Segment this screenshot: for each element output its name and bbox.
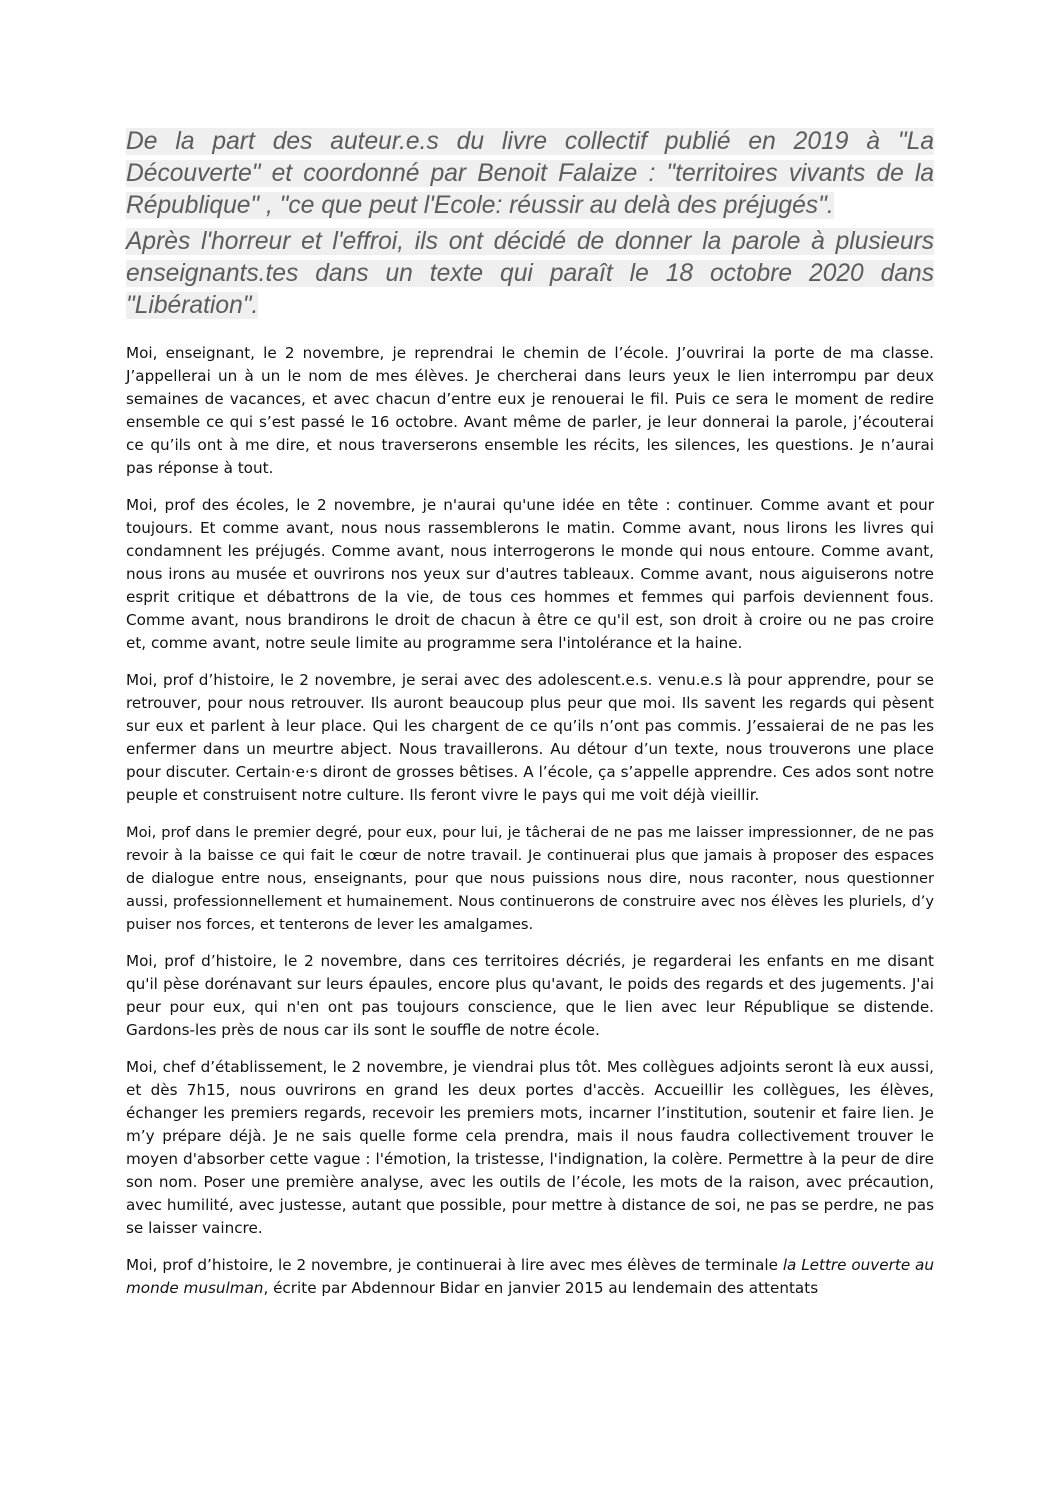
paragraph-prof-histoire-territoires: Moi, prof d’histoire, le 2 novembre, dans ces territoires décriés, je regarderai les enfants en me disant qu'il pèse dorénavant sur leurs épaules, encore plus qu'avant, le poids des regards et des jugements. J'ai peur pour eux, qui n'en ont pas toujours conscience, que le lien avec leur République se distende. Gardons-les près de nous car ils sont le souffle de notre école. — [126, 952, 934, 1039]
paragraph-prof-histoire-lettre — [126, 1254, 934, 1300]
last-paragraph-start: Moi, prof d’histoire, le 2 novembre, je continuerai à lire avec mes élèves de terminale — [126, 1256, 783, 1274]
intro-text-liberation: Après l'horreur et l'effroi, ils ont décidé de donner la parole à plusieurs enseignants.tes dans un texte qui paraît le 18 octobre 2020 dans "Libération". — [126, 228, 934, 319]
intro-paragraph-authors — [126, 126, 934, 222]
paragraph-prof-histoire-adolescents: Moi, prof d’histoire, le 2 novembre, je serai avec des adolescent.e.s. venu.e.s là pour apprendre, pour se retrouver, pour nous retrouver. Ils auront beaucoup plus peur que moi. Ils savent les regards qui pèsent sur eux et parlent à leur place. Qui les chargent de ce qu’ils n’ont pas commis. J’essaierai de ne pas les enfermer dans un meurtre abject. Nous travaillerons. Au détour d’un texte, nous trouverons une place pour discuter. Certain·e·s diront de grosses bêtises. A l’école, ça s’appelle apprendre. Ces ados sont notre peuple et construisent notre culture. Ils feront vivre le pays qui me voit déjà vieillir. — [126, 671, 934, 804]
book-title-italic: la Lettre ouverte au monde musulman — [126, 1256, 934, 1297]
paragraph-enseignant: Moi, enseignant, le 2 novembre, je reprendrai le chemin de l’école. J’ouvrirai la porte de ma classe. J’appellerai un à un le nom de mes élèves. Je chercherai dans leurs yeux le lien interrompu par deux semaines de vacances, et avec chacun d’entre eux je renouerai le fil. Puis ce sera le moment de redire ensemble ce qui s’est passé le 16 octobre. Avant même de parler, je leur donnerai la parole, j’écouterai ce qu’ils ont à me dire, et nous traverserons ensemble les récits, les silences, les questions. Je n’aurai pas réponse à tout. — [126, 344, 934, 477]
intro-text-authors: De la part des auteur.e.s du livre collectif publié en 2019 à "La Découverte" et coordonné par Benoit Falaize : "territoires vivants de la République" , "ce que peut l'Ecole: réussir au delà des préjugés". — [126, 128, 934, 219]
intro-paragraph-liberation — [126, 226, 934, 322]
paragraph-prof-des-ecoles: Moi, prof des écoles, le 2 novembre, je n'aurai qu'une idée en tête : continuer. Comme avant et pour toujours. Et comme avant, nous nous rassemblerons le matin. Comme avant, nous lirons les livres qui condamnent les préjugés. Comme avant, nous interrogerons le monde qui nous entoure. Comme avant, nous irons au musée et ouvrirons nos yeux sur d'autres tableaux. Comme avant, nous aiguiserons notre esprit critique et débattrons de la vie, de tous ces hommes et femmes qui parfois deviennent fous. Comme avant, nous brandirons le droit de chacun à être ce qu'il est, son droit à croire ou ne pas croire et, comme avant, notre seule limite au programme sera l'intolérance et la haine. — [126, 496, 934, 652]
paragraph-chef-etablissement: Moi, chef d’établissement, le 2 novembre, je viendrai plus tôt. Mes collègues adjoints seront là eux aussi, et dès 7h15, nous ouvrirons en grand les deux portes d'accès. Accueillir les collègues, les élèves, échanger les premiers regards, recevoir les premiers mots, incarner l’institution, soutenir et faire lien. Je m’y prépare déjà. Je ne sais quelle forme cela prendra, mais il nous faudra collectivement trouver le moyen d'absorber cette vague : l'émotion, la tristesse, l'indignation, la colère. Permettre à la peur de dire son nom. Poser une première analyse, avec les outils de l’école, les mots de la raison, avec précaution, avec humilité, avec justesse, autant que possible, pour mettre à distance de soi, ne pas se perdre, ne pas se laisser vaincre. — [126, 1058, 934, 1237]
paragraph-premier-degre: Moi, prof dans le premier degré, pour eux, pour lui, je tâcherai de ne pas me laisser impressionner, de ne pas revoir à la baisse ce qui fait le cœur de notre travail. Je continuerai plus que jamais à proposer des espaces de dialogue entre nous, enseignants, pour que nous puissions nous dire, nous raconter, nous questionner aussi, professionnellement et humainement. Nous continuerons de construire avec nos élèves les pluriels, d’y puiser nos forces, et tenterons de lever les amalgames. — [126, 824, 934, 933]
letter-body — [126, 342, 934, 1314]
last-paragraph-end: , écrite par Abdennour Bidar en janvier 2015 au lendemain des attentats — [263, 1279, 819, 1297]
